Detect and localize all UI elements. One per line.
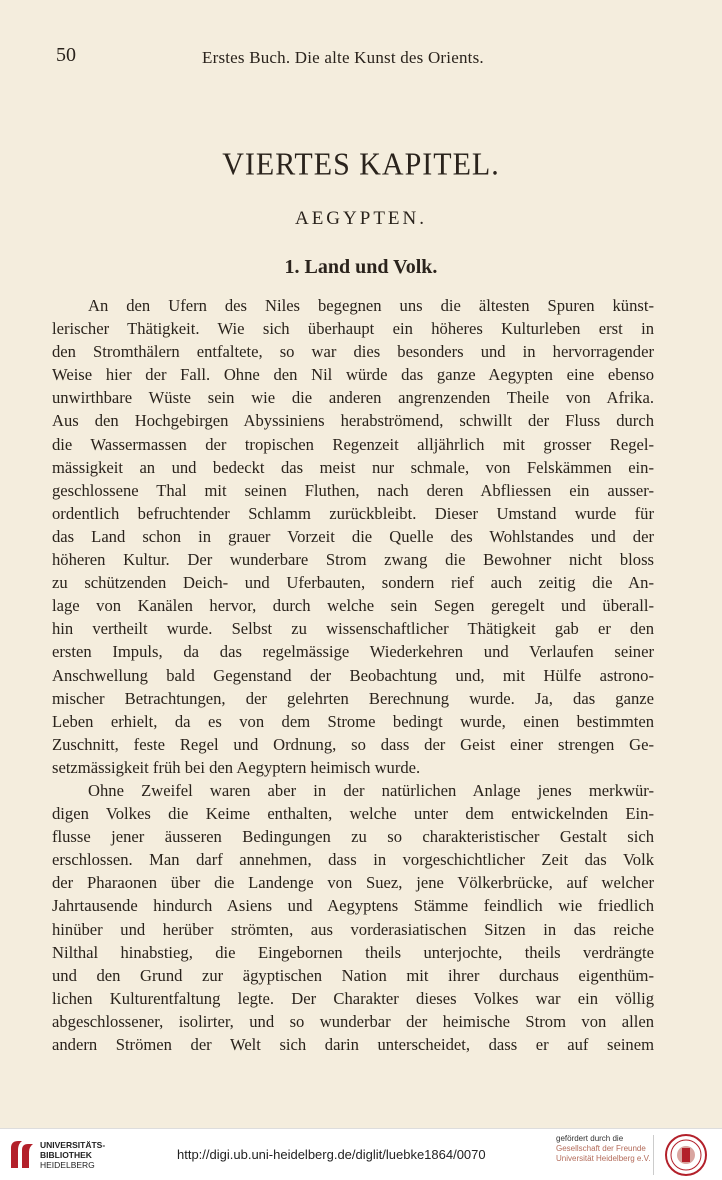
text-line: höheren Kultur. Der wunderbare Strom zwang die Bewohner nicht bloss — [52, 550, 654, 570]
text-line: Jahrtausende hindurch Asiens und Aegyptens Stämme feindlich wie friedlich — [52, 896, 654, 916]
text-line: lage von Kanälen hervor, durch welche sein Segen geregelt und überall- — [52, 596, 654, 616]
university-seal-icon — [664, 1133, 708, 1177]
footer-divider — [653, 1135, 654, 1175]
text-line: die Wassermassen der tropischen Regenzeit alljährlich mit grosser Regel- — [52, 434, 654, 454]
text-line: und den Grund zur ägyptischen Nation mit ihrer durchaus eigenthüm- — [52, 965, 654, 985]
country-title: AEGYPTEN. — [294, 208, 428, 229]
text-line: der Pharaonen über die Landenge von Suez, jene Völkerbrücke, auf welcher — [52, 873, 654, 893]
text-line: An den Ufern des Niles begegnen uns die ältesten Spuren künst- — [88, 296, 654, 315]
permalink-url[interactable]: http://digi.ub.uni-heidelberg.de/diglit/luebke1864/0070 — [177, 1147, 486, 1162]
text-line: ordentlich befruchtender Schlamm zurückbleibt. Dieser Umstand wurde für — [52, 503, 654, 523]
library-logo-icon — [8, 1138, 36, 1170]
text-line: flusse jener äusseren Bedingungen zu so charakteristischer Gestalt sich — [52, 827, 654, 847]
text-line: ersten Impuls, da das regelmässige Wiederkehren und Verlaufen seiner — [52, 642, 654, 662]
text-line: lerischer Thätigkeit. Wie sich überhaupt ein höheres Kulturleben erst in — [52, 319, 654, 339]
text-line: hinüber und herüber strömten, aus vorderasiatischen Sitzen in das reiche — [52, 919, 654, 939]
text-line: geschlossene Thal mit seinen Fluthen, nach deren Abfliessen ein ausser- — [52, 480, 654, 500]
library-name-line: BIBLIOTHEK — [40, 1150, 92, 1160]
sponsor-text — [556, 1134, 650, 1164]
page-number: 50 — [56, 44, 76, 66]
text-line: mischer Betrachtungen, der gelehrten Berechnung wurde. Ja, das ganze — [52, 688, 654, 708]
text-line: digen Volkes die Keime enthalten, welche unter dem entwickelnden Ein- — [52, 804, 654, 824]
viewer-footer — [0, 1128, 722, 1180]
body-text — [52, 294, 654, 1056]
text-line: erschlossen. Man darf annehmen, dass in vorgeschichtlicher Zeit das Volk — [52, 850, 654, 870]
chapter-title: VIERTES KAPITEL. — [222, 147, 500, 182]
library-name — [40, 1140, 105, 1170]
text-line: Nilthal hinabstieg, die Eingebornen theils unterjochte, theils verdrängte — [52, 942, 654, 962]
text-line: Aus den Hochgebirgen Abyssiniens herabströmend, schwillt der Fluss durch — [52, 411, 654, 431]
text-line: mässigkeit an und bedeckt das meist nur schmale, von Felskämmen ein- — [52, 457, 654, 477]
text-line: unwirthbare Wüste sein wie die anderen angrenzenden Theile von Afrika. — [52, 388, 654, 408]
text-line: lichen Kulturentfaltung legte. Der Charakter dieses Volkes war ein völlig — [52, 988, 654, 1008]
text-line: Zuschnitt, feste Regel und Ordnung, so dass der Geist einer strengen Ge- — [52, 734, 654, 754]
text-line: Ohne Zweifel waren aber in der natürlichen Anlage jenes merkwür- — [88, 780, 654, 800]
running-title: Erstes Buch. Die alte Kunst des Orients. — [202, 48, 484, 67]
text-line: Anschwellung bald Gegenstand der Beobachtung und, mit Hülfe astrono- — [52, 665, 654, 685]
text-line: den Stromthälern entfaltete, so war dies besonders und in hervorragender — [52, 342, 654, 362]
text-line: das Land schon in grauer Vorzeit die Quelle des Wohlstandes und der — [52, 526, 654, 546]
sponsor-line: Gesellschaft der Freunde — [556, 1144, 646, 1153]
text-line: setzmässigkeit früh bei den Aegyptern heimisch wurde. — [52, 757, 421, 777]
library-name-line: HEIDELBERG — [40, 1160, 95, 1170]
section-title: 1. Land und Volk. — [284, 256, 438, 278]
text-line: Leben erhielt, da es von dem Strome bedingt wurde, einen bestimmten — [52, 711, 654, 731]
text-line: andern Strömen der Welt sich darin unterscheidet, dass er auf seinem — [52, 1035, 654, 1054]
text-line: zu schützenden Deich- und Uferbauten, sondern rief auch zeitig die An- — [52, 573, 654, 593]
sponsor-line: Universität Heidelberg e.V. — [556, 1154, 651, 1163]
sponsor-line: gefördert durch die — [556, 1134, 624, 1143]
text-line: abgeschlossener, isolirter, und so wunderbar der heimische Strom von allen — [52, 1011, 654, 1031]
text-line: hin vertheilt wurde. Selbst zu wissenschaftlicher Thätigkeit gab er den — [52, 619, 654, 639]
text-line: Weise hier der Fall. Ohne den Nil würde das ganze Aegypten eine ebenso — [52, 365, 654, 385]
library-name-line: UNIVERSITÄTS- — [40, 1140, 106, 1150]
